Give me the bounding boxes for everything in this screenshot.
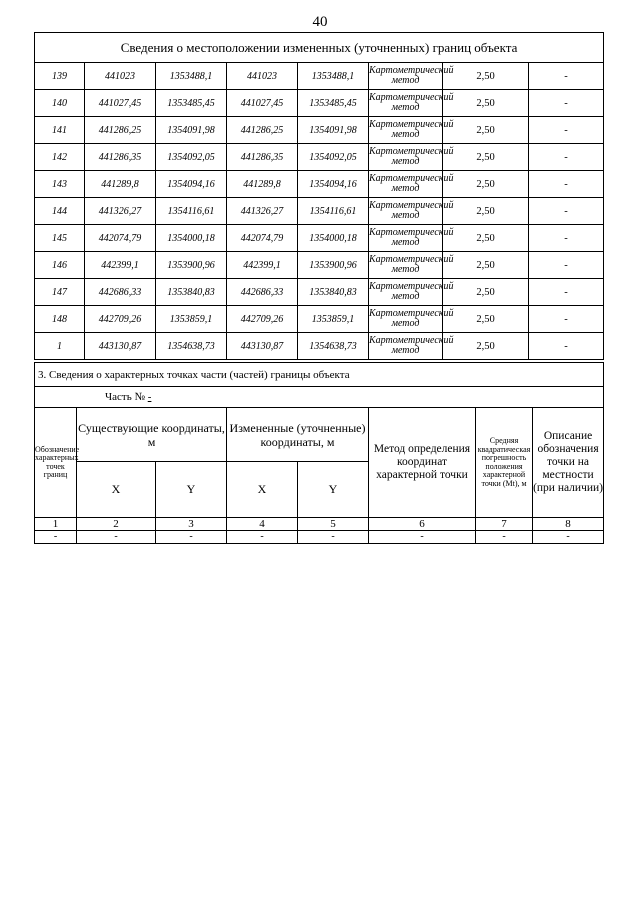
existing-y: 1354092,05 — [156, 144, 227, 171]
description: - — [529, 144, 604, 171]
existing-y: 1353488,1 — [156, 63, 227, 90]
boundary-points-table — [34, 32, 604, 360]
existing-x: 441286,25 — [85, 117, 156, 144]
table-row — [35, 279, 604, 306]
changed-x: 443130,87 — [227, 333, 298, 360]
table-row — [35, 144, 604, 171]
empty-cell: - — [156, 531, 227, 544]
method: Картометрический метод — [369, 306, 443, 333]
error-value: 2,50 — [443, 306, 529, 333]
method: Картометрический метод — [369, 225, 443, 252]
existing-x: 442399,1 — [85, 252, 156, 279]
point-number: 145 — [35, 225, 85, 252]
part-points-table — [34, 362, 604, 544]
error-value: 2,50 — [443, 171, 529, 198]
error-value: 2,50 — [443, 279, 529, 306]
header-changed-x: X — [227, 462, 298, 518]
empty-cell: - — [533, 531, 604, 544]
column-number: 3 — [156, 518, 227, 531]
point-number: 142 — [35, 144, 85, 171]
changed-x: 442399,1 — [227, 252, 298, 279]
point-number: 148 — [35, 306, 85, 333]
changed-x: 441286,25 — [227, 117, 298, 144]
changed-x: 441326,27 — [227, 198, 298, 225]
part-label: Часть № — [105, 391, 145, 403]
column-number: 5 — [298, 518, 369, 531]
table-row — [35, 198, 604, 225]
changed-y: 1354092,05 — [298, 144, 369, 171]
existing-x: 441289,8 — [85, 171, 156, 198]
section-title: 3. Сведения о характерных точках части (частей) границы объекта — [35, 363, 604, 387]
existing-x: 441326,27 — [85, 198, 156, 225]
table-row — [35, 171, 604, 198]
empty-cell: - — [35, 531, 77, 544]
changed-y: 1353488,1 — [298, 63, 369, 90]
column-number: 6 — [369, 518, 476, 531]
empty-cell: - — [77, 531, 156, 544]
point-number: 146 — [35, 252, 85, 279]
existing-y: 1354000,18 — [156, 225, 227, 252]
header-point-designation: Обозначение характерных точек границ — [35, 408, 77, 518]
empty-cell: - — [298, 531, 369, 544]
existing-y: 1354116,61 — [156, 198, 227, 225]
method: Картометрический метод — [369, 144, 443, 171]
existing-y: 1354638,73 — [156, 333, 227, 360]
header-error: Средняя квадратическая погрешность положения характерной точки (Mt), м — [476, 408, 533, 518]
changed-x: 442709,26 — [227, 306, 298, 333]
empty-cell: - — [369, 531, 476, 544]
error-value: 2,50 — [443, 144, 529, 171]
error-value: 2,50 — [443, 252, 529, 279]
description: - — [529, 306, 604, 333]
description: - — [529, 333, 604, 360]
existing-y: 1353840,83 — [156, 279, 227, 306]
part-value: - — [147, 391, 152, 403]
method: Картометрический метод — [369, 252, 443, 279]
error-value: 2,50 — [443, 225, 529, 252]
header-existing-x: X — [77, 462, 156, 518]
existing-x: 442709,26 — [85, 306, 156, 333]
column-number: 8 — [533, 518, 604, 531]
existing-x: 443130,87 — [85, 333, 156, 360]
column-number: 1 — [35, 518, 77, 531]
changed-x: 441027,45 — [227, 90, 298, 117]
existing-y: 1353859,1 — [156, 306, 227, 333]
error-value: 2,50 — [443, 117, 529, 144]
table-row — [35, 90, 604, 117]
method: Картометрический метод — [369, 333, 443, 360]
error-value: 2,50 — [443, 333, 529, 360]
method: Картометрический метод — [369, 90, 443, 117]
header-changed-y: Y — [298, 462, 369, 518]
point-number: 139 — [35, 63, 85, 90]
header-existing-y: Y — [156, 462, 227, 518]
existing-y: 1353485,45 — [156, 90, 227, 117]
changed-y: 1354116,61 — [298, 198, 369, 225]
point-number: 144 — [35, 198, 85, 225]
description: - — [529, 63, 604, 90]
changed-y: 1353840,83 — [298, 279, 369, 306]
table-row — [35, 333, 604, 360]
existing-x: 441027,45 — [85, 90, 156, 117]
description: - — [529, 252, 604, 279]
header-changed-coords: Измененные (уточненные) координаты, м — [227, 408, 369, 462]
changed-y: 1353859,1 — [298, 306, 369, 333]
point-number: 143 — [35, 171, 85, 198]
page-number: 40 — [312, 14, 328, 30]
changed-x: 441023 — [227, 63, 298, 90]
existing-y: 1354094,16 — [156, 171, 227, 198]
column-number: 2 — [77, 518, 156, 531]
point-number: 140 — [35, 90, 85, 117]
existing-x: 441286,35 — [85, 144, 156, 171]
point-number: 147 — [35, 279, 85, 306]
existing-x: 442074,79 — [85, 225, 156, 252]
changed-x: 442074,79 — [227, 225, 298, 252]
changed-x: 441289,8 — [227, 171, 298, 198]
part-number-line — [35, 387, 604, 408]
description: - — [529, 171, 604, 198]
description: - — [529, 90, 604, 117]
empty-cell: - — [227, 531, 298, 544]
existing-x: 441023 — [85, 63, 156, 90]
empty-cell: - — [476, 531, 533, 544]
changed-x: 441286,35 — [227, 144, 298, 171]
changed-y: 1354091,98 — [298, 117, 369, 144]
table-body — [35, 63, 604, 360]
header-method: Метод определения координат характерной точки — [369, 408, 476, 518]
existing-y: 1353900,96 — [156, 252, 227, 279]
error-value: 2,50 — [443, 63, 529, 90]
error-value: 2,50 — [443, 198, 529, 225]
table-row — [35, 63, 604, 90]
changed-y: 1354094,16 — [298, 171, 369, 198]
table-row — [35, 306, 604, 333]
description: - — [529, 225, 604, 252]
existing-y: 1354091,98 — [156, 117, 227, 144]
point-number: 1 — [35, 333, 85, 360]
column-number: 7 — [476, 518, 533, 531]
description: - — [529, 279, 604, 306]
table-row — [35, 117, 604, 144]
changed-y: 1354638,73 — [298, 333, 369, 360]
changed-y: 1353900,96 — [298, 252, 369, 279]
method: Картометрический метод — [369, 279, 443, 306]
existing-x: 442686,33 — [85, 279, 156, 306]
description: - — [529, 117, 604, 144]
table-row — [35, 252, 604, 279]
changed-x: 442686,33 — [227, 279, 298, 306]
table-row — [35, 225, 604, 252]
changed-y: 1353485,45 — [298, 90, 369, 117]
description: - — [529, 198, 604, 225]
changed-y: 1354000,18 — [298, 225, 369, 252]
point-number: 141 — [35, 117, 85, 144]
method: Картометрический метод — [369, 198, 443, 225]
header-description: Описание обозначения точки на местности (при наличии) — [533, 408, 604, 518]
method: Картометрический метод — [369, 117, 443, 144]
method: Картометрический метод — [369, 171, 443, 198]
error-value: 2,50 — [443, 90, 529, 117]
header-existing-coords: Существующие координаты, м — [77, 408, 227, 462]
table-title: Сведения о местоположении измененных (уточненных) границ объекта — [35, 33, 604, 63]
column-number: 4 — [227, 518, 298, 531]
method: Картометрический метод — [369, 63, 443, 90]
